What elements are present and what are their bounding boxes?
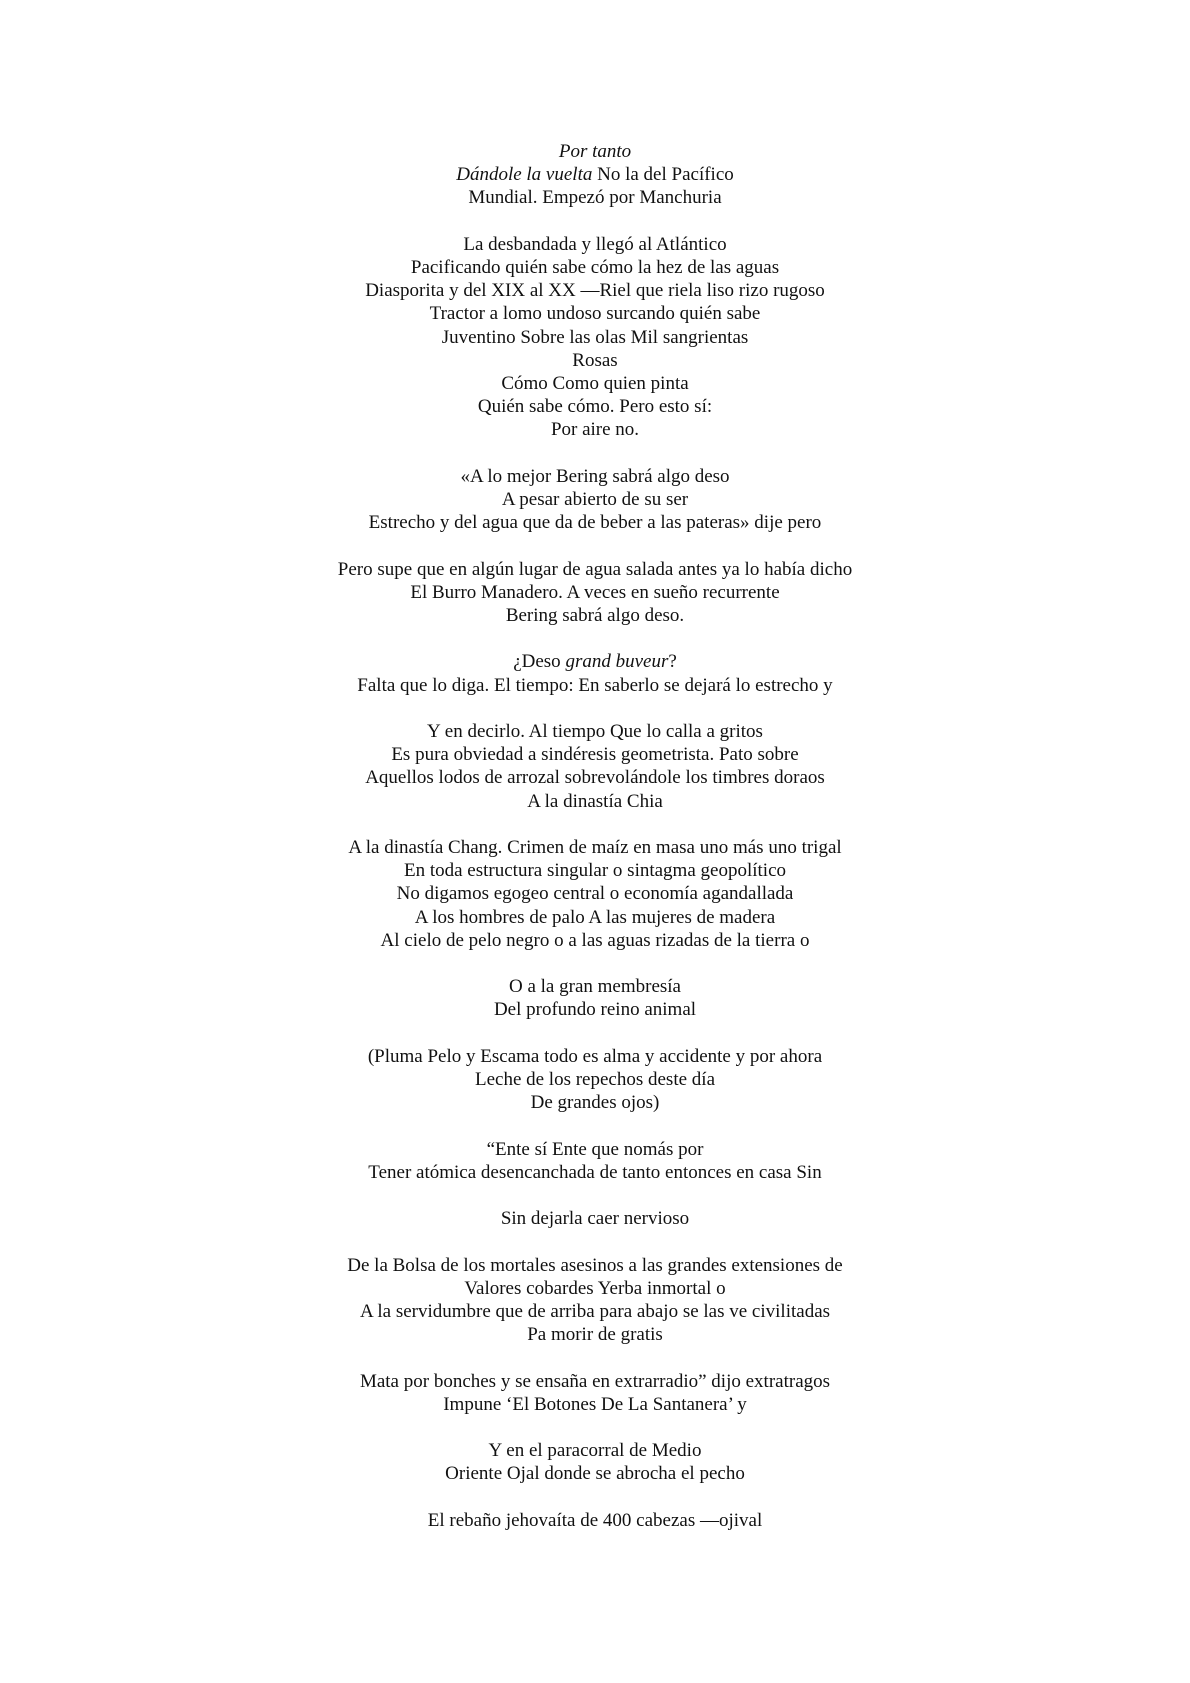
poem-line xyxy=(0,1439,1190,1462)
poem-line xyxy=(0,558,1190,581)
text-segment: ¿Deso xyxy=(513,651,566,673)
stanza xyxy=(0,836,1190,952)
poem-line xyxy=(0,882,1190,905)
poem-line xyxy=(0,1254,1190,1277)
stanza xyxy=(0,465,1190,535)
text-segment: De grandes ojos) xyxy=(530,1092,660,1114)
stanza xyxy=(0,140,1190,210)
text-segment: El rebaño jehovaíta de 400 cabezas —ojival xyxy=(427,1509,763,1531)
text-segment: La desbandada y llegó al Atlántico xyxy=(463,233,727,255)
poem-line xyxy=(0,279,1190,302)
poem-line xyxy=(0,418,1190,441)
poem-line xyxy=(0,163,1190,186)
text-segment: Cómo Como quien pinta xyxy=(501,373,689,395)
poem-line xyxy=(0,1462,1190,1485)
text-segment: Quién sabe cómo. Pero esto sí: xyxy=(477,396,713,418)
poem-line xyxy=(0,233,1190,256)
poem-line xyxy=(0,1045,1190,1068)
poem-line xyxy=(0,1277,1190,1300)
poem-line xyxy=(0,929,1190,952)
text-segment: Sin dejarla caer nervioso xyxy=(500,1208,690,1230)
stanza xyxy=(0,1138,1190,1184)
poem-line xyxy=(0,604,1190,627)
text-segment: No digamos egogeo central o economía agandallada xyxy=(396,883,794,905)
text-segment: Pero supe que en algún lugar de agua salada antes ya lo había dicho xyxy=(337,558,853,580)
italic-text: Por tanto xyxy=(558,141,632,162)
text-segment: Bering sabrá algo deso. xyxy=(505,605,685,627)
poem-line xyxy=(0,1138,1190,1161)
stanza xyxy=(0,720,1190,813)
poem-line xyxy=(0,395,1190,418)
text-segment: Oriente Ojal donde se abrocha el pecho xyxy=(445,1463,745,1485)
stanza xyxy=(0,1207,1190,1230)
poem-line xyxy=(0,349,1190,372)
text-segment: Y en el paracorral de Medio xyxy=(488,1440,702,1462)
text-segment: ? xyxy=(668,651,677,673)
poem-line xyxy=(0,1509,1190,1532)
poem-line xyxy=(0,1323,1190,1346)
text-segment: De la Bolsa de los mortales asesinos a las grandes extensiones de xyxy=(347,1254,843,1276)
poem-line xyxy=(0,256,1190,279)
poem-line xyxy=(0,186,1190,209)
text-segment: Pacificando quién sabe cómo la hez de las aguas xyxy=(410,257,780,278)
text-segment: No la del Pacífico xyxy=(592,164,734,186)
stanza xyxy=(0,1439,1190,1485)
poem-line xyxy=(0,140,1190,163)
text-segment: Diasporita y del XIX al XX —Riel que riela liso rizo rugoso xyxy=(365,280,825,302)
stanza xyxy=(0,1370,1190,1416)
text-segment: A los hombres de palo A las mujeres de madera xyxy=(414,906,776,928)
text-segment: Valores cobardes Yerba inmortal o xyxy=(464,1277,726,1299)
text-segment: Tractor a lomo undoso surcando quién sabe xyxy=(429,303,761,325)
stanza xyxy=(0,1509,1190,1532)
poem-line xyxy=(0,790,1190,813)
poem-line xyxy=(0,859,1190,882)
text-segment: Del profundo reino animal xyxy=(493,999,697,1021)
poem-line xyxy=(0,1207,1190,1230)
poem-line xyxy=(0,998,1190,1021)
text-segment: Mata por bonches y se ensaña en extrarradio” dijo extratragos xyxy=(359,1370,831,1392)
text-segment: A la dinastía Chia xyxy=(527,790,663,812)
text-segment: A pesar abierto de su ser xyxy=(501,489,689,511)
stanza xyxy=(0,558,1190,628)
text-segment: Rosas xyxy=(572,349,618,371)
italic-text: Dándole la vuelta xyxy=(456,164,593,186)
text-segment: Pa morir de gratis xyxy=(527,1324,663,1346)
poem-line xyxy=(0,581,1190,604)
poem-line xyxy=(0,720,1190,743)
text-segment: Estrecho y del agua que da de beber a las pateras» dije pero xyxy=(368,512,822,534)
stanza xyxy=(0,975,1190,1021)
text-segment: Y en decirlo. Al tiempo Que lo calla a gritos xyxy=(427,721,763,742)
poem-line xyxy=(0,302,1190,325)
text-segment: (Pluma Pelo y Escama todo es alma y accidente y por ahora xyxy=(367,1045,823,1067)
stanza xyxy=(0,650,1190,696)
poem-line xyxy=(0,1161,1190,1184)
poem-line xyxy=(0,743,1190,766)
text-segment: Mundial. Empezó por Manchuria xyxy=(468,187,722,209)
text-segment: Aquellos lodos de arrozal sobrevolándole los timbres doraos xyxy=(365,767,825,789)
text-segment: A la dinastía Chang. Crimen de maíz en masa uno más uno trigal xyxy=(348,837,842,858)
text-segment: O a la gran membresía xyxy=(509,976,681,998)
poem-line xyxy=(0,465,1190,488)
poem-line xyxy=(0,511,1190,534)
poem-line xyxy=(0,326,1190,349)
text-segment: Falta que lo diga. El tiempo: En saberlo se dejará lo estrecho y xyxy=(357,674,833,696)
italic-text: grand buveur xyxy=(565,651,669,673)
text-segment: A la servidumbre que de arriba para abajo se las ve civilitadas xyxy=(359,1300,831,1322)
poem-line xyxy=(0,836,1190,859)
text-segment: El Burro Manadero. A veces en sueño recurrente xyxy=(410,581,780,603)
poem-line xyxy=(0,1393,1190,1416)
text-segment: “Ente sí Ente que nomás por xyxy=(486,1138,704,1160)
stanza xyxy=(0,233,1190,442)
poem-line xyxy=(0,1068,1190,1091)
poem-body xyxy=(0,140,1190,1555)
text-segment: Impune ‘El Botones De La Santanera’ y xyxy=(443,1393,747,1415)
poem-line xyxy=(0,975,1190,998)
text-segment: Al cielo de pelo negro o a las aguas rizadas de la tierra o xyxy=(380,929,810,951)
text-segment: En toda estructura singular o sintagma geopolítico xyxy=(403,860,786,882)
poem-line xyxy=(0,906,1190,929)
poem-line xyxy=(0,1300,1190,1323)
text-segment: Juventino Sobre las olas Mil sangrientas xyxy=(441,326,749,348)
poem-line xyxy=(0,674,1190,697)
text-segment: Por aire no. xyxy=(550,419,640,441)
poem-line xyxy=(0,1370,1190,1393)
text-segment: «A lo mejor Bering sabrá algo deso xyxy=(460,465,730,487)
poem-line xyxy=(0,1091,1190,1114)
text-segment: Leche de los repechos deste día xyxy=(474,1069,716,1090)
poem-line xyxy=(0,650,1190,673)
stanza xyxy=(0,1045,1190,1115)
stanza xyxy=(0,1254,1190,1347)
poem-line xyxy=(0,488,1190,511)
poem-line xyxy=(0,766,1190,789)
text-segment: Es pura obviedad a sindéresis geometrista. Pato sobre xyxy=(391,744,799,766)
text-segment: Tener atómica desencanchada de tanto entonces en casa Sin xyxy=(368,1161,822,1183)
poem-line xyxy=(0,372,1190,395)
